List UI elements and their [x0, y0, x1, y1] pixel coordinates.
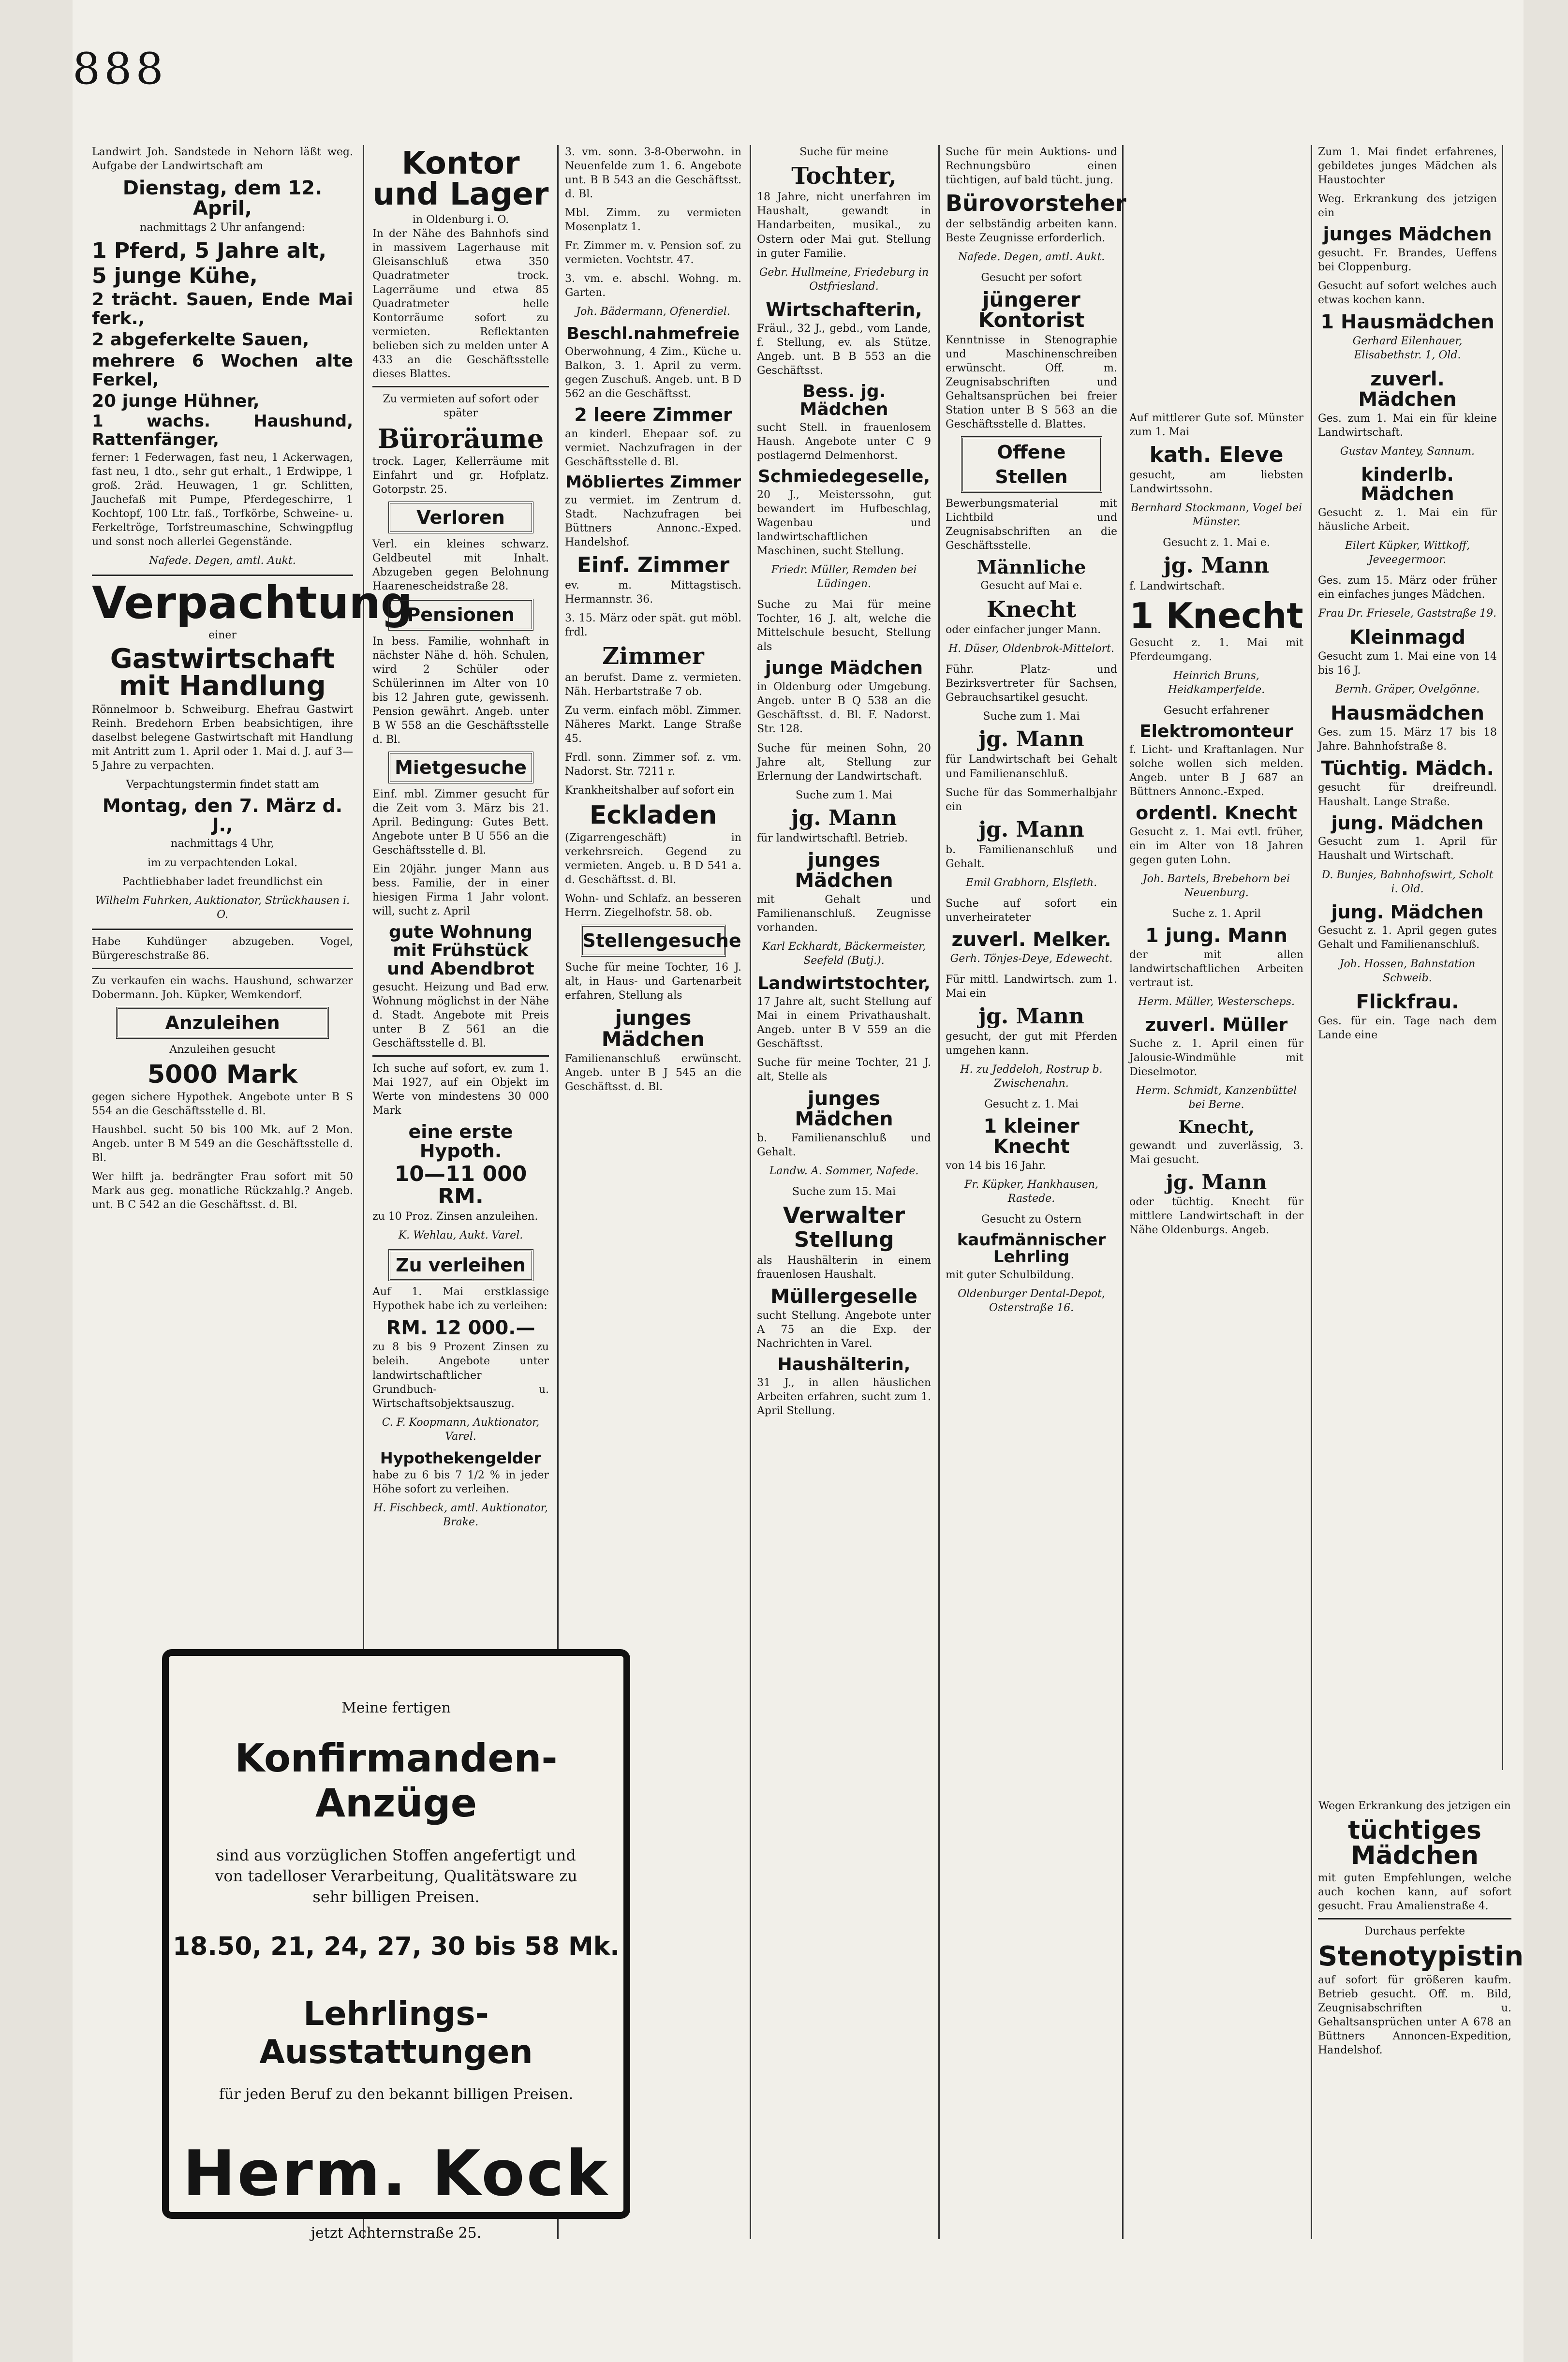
ad-title: Verwalter — [783, 1202, 905, 1229]
auction-item: 1 Pferd, 5 Jahre alt, — [92, 238, 327, 264]
ad-text: Suche für meinen Sohn, 20 Jahre alt, Stellung zur Erlernung der Landwirtschaft. — [757, 742, 931, 782]
ad-text: mit guten Empfehlungen, welche auch kochen kann, auf sofort gesucht. Frau Amalienstraße 4. — [1318, 1872, 1511, 1913]
ad-text: Krankheitshalber auf sofort ein — [565, 784, 734, 797]
ad-body-1: sind aus vorzüglichen Stoffen angefertigt und von tadelloser Verarbeitung, Qualitätsware zu sehr billigen Preisen. — [215, 1846, 577, 1906]
ad-text: Kenntnisse in Stenographie und Maschinenschreiben erwünscht. Off. m. Zeugnisabschriften und Gehaltsansprüchen bei freier Station unter B S 563 an die Geschäftsstelle d. Blattes. — [946, 334, 1117, 431]
gute-wohnung-title: gute Wohnung mit Frühstück und Abendbrot — [387, 922, 534, 979]
ad-text: Mbl. Zimm. zu vermieten Mosenplatz 1. — [565, 207, 741, 234]
lease-title-2: Gastwirtschaft mit Handlung — [110, 643, 335, 702]
lease-signature: Wilhelm Fuhrken, Auktionator, Strückhausen i. O. — [95, 894, 350, 921]
ad-text: sucht Stell. in frauenlosem Haush. Angebote unter C 9 postlagernd Delmenhorst. — [757, 422, 931, 462]
ad-title: Tüchtig. Mädch. — [1321, 757, 1494, 780]
ad-text: Zum 1. Mai findet erfahrenes, gebildetes junges Mädchen als Haustochter — [1318, 146, 1497, 187]
ad-signature: D. Bunjes, Bahnhofswirt, Scholt i. Old. — [1321, 869, 1494, 895]
hypothek-body: zu 10 Proz. Zinsen anzuleihen. — [372, 1211, 538, 1223]
ad-text: Suche zum 1. Mai — [983, 710, 1080, 723]
ad-text: Gesucht z. 1. Mai ein für häusliche Arbeit. — [1318, 507, 1497, 533]
ad-title: Stenotypistin — [1318, 1941, 1524, 1973]
ad-text: f. Landwirtschaft. — [1129, 580, 1225, 592]
ad-text: 18 Jahre, nicht unerfahren im Haushalt, gewandt in Handarbeiten, musikal., zu Ostern oder Mai gut. Stellung in guter Familie. — [757, 191, 931, 260]
ad-signature: Eilert Küpker, Wittkoff, Jeveegermoor. — [1345, 540, 1470, 566]
column-5 — [946, 145, 1126, 1322]
ad-text: Suche z. 1. April — [1172, 907, 1261, 920]
ad-text: Gesucht auf Mai e. — [980, 579, 1082, 592]
ad-text: Weg. Erkrankung des jetzigen ein — [1318, 193, 1497, 220]
ad-title: junge Mädchen — [765, 657, 923, 679]
ad-text: gesucht. Fr. Brandes, Ueffens bei Cloppenburg. — [1318, 247, 1497, 274]
ad-signature: Oldenburger Dental-Depot, Osterstraße 16. — [958, 1287, 1105, 1314]
ad-text: Ges. zum 15. März 17 bis 18 Jahre. Bahnhofstraße 8. — [1318, 726, 1497, 753]
section-verleihen: Zu verleihen — [388, 1249, 533, 1281]
lease-body: Rönnelmoor b. Schweiburg. Ehefrau Gastwirt Reinh. Bredehorn Erben beabsichtigen, ihre daselbst belegene Gastwirtschaft mit Handlung mit Antritt zum 1. April oder 1. Mai d. J. auf 3—5 Jahre zu verpachten. — [92, 703, 353, 772]
ad-title: Flickfrau. — [1356, 990, 1459, 1013]
ad-text: gesucht, der gut mit Pferden umgehen kann. — [946, 1031, 1117, 1057]
auction-intro: Landwirt Joh. Sandstede in Nehorn läßt weg. Aufgabe der Landwirtschaft am — [92, 146, 353, 173]
ad-text: Gesucht z. 1. Mai — [984, 1098, 1079, 1111]
lease-title: Verpachtung — [92, 577, 413, 629]
ad-title: 1 Knecht — [1129, 595, 1303, 636]
ad-signature: Karl Eckhardt, Bäckermeister, Seefeld (Butj.). — [762, 940, 926, 967]
bottom-right-block — [1318, 1799, 1524, 2062]
ad-title: kath. Eleve — [1149, 443, 1284, 468]
mietgesuche-body-2: Ein 20jähr. junger Mann aus bess. Familie, der in einer hiesigen Firma 1 Jahr volont. will, sucht z. April — [372, 863, 549, 918]
ad-text: Suche für meine Tochter, 21 J. alt, Stelle als — [757, 1056, 931, 1083]
ad-small: Haushbel. sucht 50 bis 100 Mk. auf 2 Mon. Angeb. unter B M 549 an die Geschäftsstelle d. Bl. — [92, 1123, 353, 1164]
ad-text: 3. vm. sonn. 3-8-Oberwohn. in Neuenfelde zum 1. 6. Angebote unt. B B 543 an die Geschäftsst. d. Bl. — [565, 146, 741, 201]
hypgeld-signature: H. Fischbeck, amtl. Auktionator, Brake. — [373, 1502, 548, 1529]
buero-intro: Zu vermieten auf sofort oder später — [383, 393, 539, 420]
ad-text: für Landwirtschaft bei Gehalt und Familienanschluß. — [946, 753, 1117, 780]
ad-text: Suche zum 15. Mai — [792, 1186, 896, 1198]
ad-text: 20 J., Meisterssohn, gut bewandert im Hufbeschlag, Wagenbau und landwirtschaftlichen Maschinen, sucht Stellung. — [757, 489, 931, 558]
ad-title: Bürovorsteher — [946, 190, 1126, 217]
auction-item: mehrere 6 Wochen alte Ferkel, — [92, 351, 353, 390]
ad-text: Gesucht zu Ostern — [981, 1213, 1081, 1226]
ad-title-1: Konfirmanden-Anzüge — [235, 1736, 558, 1826]
column-7 — [1318, 145, 1497, 1047]
ad-title: zuverl. Müller — [1145, 1014, 1288, 1035]
verleihen-body: Auf 1. Mai erstklassige Hypothek habe ich zu verleihen: — [372, 1286, 549, 1313]
ad-text: mit guter Schulbildung. — [946, 1269, 1074, 1281]
ad-text: Gesucht auf sofort welches auch etwas kochen kann. — [1318, 280, 1497, 307]
hypothek-title: eine erste Hypoth. — [408, 1121, 513, 1162]
column-rule — [750, 145, 751, 2239]
ad-signature: Herm. Müller, Westerscheps. — [1138, 995, 1295, 1008]
ad-address: jetzt Achternstraße 25. — [311, 2224, 482, 2242]
ad-signature: Bernhard Stockmann, Vogel bei Münster. — [1130, 502, 1302, 529]
auction-item: 2 abgeferkelte Sauen, — [92, 330, 310, 350]
hypothek-intro: Ich suche auf sofort, ev. zum 1. Mai 1927, auf ein Objekt im Werte von mindestens 30 000 Mark — [372, 1062, 549, 1117]
konfirmanden-ad — [162, 1649, 630, 2242]
ad-text: als Haushälterin in einem frauenlosen Haushalt. — [757, 1254, 931, 1281]
ad-text: Wohn- und Schlafz. an besseren Herrn. Ziegelhofstr. 58. ob. — [565, 892, 741, 919]
auction-date: Dienstag, dem 12. April, — [122, 177, 323, 220]
ad-title: Zimmer — [602, 643, 704, 670]
ad-title: Bess. jg. Mädchen — [799, 381, 888, 420]
pensionen-body: In bess. Familie, wohnhaft in nächster Nähe d. höh. Schulen, wird 2 Schüler oder Schülerinnen im Alter von 10 bis 12 Jahren gute, gewissenh. Pension gewährt. Angeb. unter B W 558 an die Geschäftsstelle d. Bl. — [372, 635, 549, 746]
ad-title: jg. Mann — [978, 727, 1084, 752]
ad-kuhduenger: Habe Kuhdünger abzugeben. Vogel, Bürgereschstraße 86. — [92, 935, 353, 962]
divider — [92, 929, 353, 930]
ad-signature: Bernh. Gräper, Ovelgönne. — [1335, 683, 1480, 696]
ad-text: Führ. Platz- und Bezirksvertreter für Sachsen, Gebrauchsartikel gesucht. — [946, 664, 1117, 704]
ad-text: Gesucht zum 1. April für Haushalt und Wirtschaft. — [1318, 836, 1497, 862]
ad-text: gesucht für dreifreundl. Haushalt. Lange Straße. — [1318, 782, 1497, 808]
column-4 — [757, 145, 931, 1423]
ad-text: an kinderl. Ehepaar sof. zu vermiet. Nachzufragen in der Geschäftsstelle d. Bl. — [565, 428, 741, 469]
buero-title: Büroräume — [377, 423, 544, 455]
divider — [372, 1055, 549, 1057]
ad-title-2: Lehrlings-Ausstattungen — [259, 1994, 533, 2071]
divider — [1318, 1918, 1511, 1919]
newspaper-page — [73, 0, 1524, 2362]
ad-text: 3. vm. e. abschl. Wohng. m. Garten. — [565, 273, 741, 299]
ad-text: Suche auf sofort ein unverheirateter — [946, 897, 1117, 924]
ad-title: junges Mädchen — [795, 1087, 893, 1130]
ad-title: kinderlb. Mädchen — [1361, 464, 1454, 505]
hypothek-amount: 10—11 000 RM. — [394, 1161, 527, 1209]
ad-title: jg. Mann — [978, 817, 1084, 842]
ad-title: Knecht — [986, 596, 1077, 622]
ad-title: Stellung — [794, 1227, 894, 1253]
ad-text: Suche für mein Auktions- und Rechnungsbüro einen tüchtigen, auf bald tücht. jung. — [946, 146, 1117, 187]
anzuleihen-rest: gegen sichere Hypothek. Angebote unter B S 554 an die Geschäftsstelle d. Bl. — [92, 1091, 353, 1117]
column-2 — [372, 145, 549, 1536]
ad-title: jg. Mann — [978, 1004, 1084, 1029]
ad-haushund: Zu verkaufen ein wachs. Haushund, schwarzer Dobermann. Joh. Küpker, Wemkendorf. — [92, 974, 353, 1001]
kontor-title: Kontor und Lager — [372, 146, 549, 212]
ad-text: Suche z. 1. April einen für Jalousie-Windmühle mit Dieselmotor. — [1129, 1037, 1303, 1078]
ad-title: Kleinmagd — [1349, 626, 1465, 649]
verloren-body: Verl. ein kleines schwarz. Geldbeutel mit Inhalt. Abzugeben gegen Belohnung Haarenescheidstraße 28. — [372, 538, 549, 593]
ad-signature: Frau Dr. Friesele, Gaststraße 19. — [1318, 607, 1497, 620]
ad-body-2: für jeden Beruf zu den bekannt billigen Preisen. — [219, 2085, 574, 2103]
ad-text: Durchaus perfekte — [1364, 1925, 1465, 1938]
ad-title: jung. Mädchen — [1331, 901, 1484, 923]
ad-text: mit Gehalt und Familienanschluß. Zeugnisse vorhanden. — [757, 893, 931, 934]
ad-signature: H. Düser, Oldenbrok-Mittelort. — [948, 643, 1114, 655]
lease-time: nachmittags 4 Uhr, — [171, 838, 274, 850]
hypgeld-body: habe zu 6 bis 7 1/2 % in jeder Höhe sofort zu verleihen. — [372, 1469, 549, 1496]
ad-signature: Nafede. Degen, amtl. Aukt. — [958, 251, 1105, 264]
column-6 — [1129, 411, 1303, 1242]
ad-text: Zu verm. einfach möbl. Zimmer. Näheres Markt. Lange Straße 45. — [565, 704, 741, 745]
ad-text: Suche zum 1. Mai — [795, 789, 893, 801]
ad-text: Gesucht z. 1. Mai mit Pferdeumgang. — [1129, 636, 1303, 663]
ad-title: Knecht, — [1178, 1117, 1255, 1137]
ad-title: Einf. Zimmer — [577, 552, 730, 577]
ad-text: oder tüchtig. Knecht für mittlere Landwirtschaft in der Nähe Oldenburgs. Angeb. — [1129, 1196, 1303, 1236]
ad-prices: 18.50, 21, 24, 27, 30 bis 58 Mk. — [172, 1932, 620, 1961]
ad-text: gesucht, am liebsten Landwirtssohn. — [1129, 469, 1303, 496]
ad-signature: Joh. Bartels, Brebehorn bei Neuenburg. — [1142, 872, 1290, 899]
ad-title: jung. Mädchen — [1331, 812, 1484, 834]
column-3 — [565, 145, 741, 1099]
ad-title: Eckladen — [589, 800, 717, 830]
ad-signature: Gerhard Eilenhauer, Elisabethstr. 1, Old. — [1352, 335, 1463, 362]
divider — [372, 386, 549, 387]
ad-brand: Herm. Kock — [182, 2136, 610, 2210]
ad-text: gewandt und zuverlässig, 3. Mai gesucht. — [1129, 1139, 1303, 1166]
gute-wohnung-body: gesucht. Heizung und Bad erw. Wohnung möglichst in der Nähe d. Stadt. Angebote mit Preis unter B Z 561 an die Geschäftsstelle d. Bl. — [372, 981, 549, 1049]
ad-text: von 14 bis 16 Jahr. — [946, 1160, 1046, 1172]
ad-signature: Gustav Mantey, Sannum. — [1340, 445, 1475, 458]
mietgesuche-body: Einf. mbl. Zimmer gesucht für die Zeit vom 3. März bis 21. April. Bedingung: Gutes Bett. Angebote unter B U 556 an die Geschäftsstelle d. Bl. — [372, 788, 549, 857]
ad-title: Beschl.nahmefreie — [566, 324, 740, 344]
ad-text: b. Familienanschluß und Gehalt. — [946, 843, 1117, 870]
ad-title: ordentl. Knecht — [1136, 802, 1297, 824]
lease-sub: einer — [208, 629, 237, 642]
hypgeld-title: Hypothekengelder — [380, 1448, 542, 1467]
ad-text: Suche für das Sommerhalbjahr ein — [946, 786, 1117, 813]
ad-title: tüchtiges Mädchen — [1348, 1816, 1481, 1871]
lease-place: im zu verpachtenden Lokal. — [148, 856, 297, 869]
section-pensionen: Pensionen — [388, 599, 533, 631]
ad-text: oder einfacher junger Mann. — [946, 624, 1101, 636]
ad-text: Gesucht zum 1. Mai eine von 14 bis 16 J. — [1318, 650, 1497, 677]
ad-title: junges Mädchen — [1323, 223, 1492, 245]
verleihen-signature: C. F. Koopmann, Auktionator, Varel. — [382, 1416, 540, 1443]
ad-text: (Zigarrengeschäft) in verkehrsreich. Gegend zu vermieten. Angeb. u. B D 541 a. d. Geschäftsst. d. Bl. — [565, 831, 741, 886]
ad-text: Familienanschluß erwünscht. Angeb. unter B J 545 an die Geschäftsst. d. Bl. — [565, 1053, 741, 1093]
divider — [92, 575, 353, 576]
ad-signature: Fr. Küpker, Hankhausen, Rastede. — [964, 1179, 1098, 1205]
ad-title: jg. Mann — [791, 805, 897, 830]
ad-signature: Gebr. Hullmeine, Friedeburg in Ostfriesland. — [759, 266, 929, 293]
ad-text: Suche für meine Tochter, 16 J. alt, in Haus- und Gartenarbeit erfahren, Stellung als — [565, 961, 741, 1002]
ad-title: junges Mädchen — [601, 1005, 705, 1051]
column-rule — [1122, 145, 1124, 2239]
anzuleihen-body: Anzuleihen gesucht — [169, 1043, 276, 1056]
auction-item: 1 wachs. Haushund, Rattenfänger, — [92, 412, 353, 449]
ad-title: 1 jung. Mann — [1145, 924, 1287, 947]
ad-text: Gesucht z. 1. Mai e. — [1163, 537, 1270, 549]
ad-title: Landwirtstochter, — [757, 974, 931, 993]
ad-text: f. Licht- und Kraftanlagen. Nur solche wollen sich melden. Angeb. unter B J 687 an Büttners Annonc.-Exped. — [1129, 743, 1303, 798]
ad-title: jg. Mann — [1166, 1170, 1267, 1194]
page-number: 888 — [73, 44, 167, 94]
ad-text: Gesucht per sofort — [981, 272, 1082, 284]
ad-title: kaufmännischer Lehrling — [957, 1230, 1106, 1267]
ad-text: Fräul., 32 J., gebd., vom Lande, f. Stellung, ev. als Stütze. Angeb. unt. B B 553 an die Geschäftsst. — [757, 322, 931, 377]
ad-text: Gesucht z. 1. April gegen gutes Gehalt und Familienanschluß. — [1318, 925, 1497, 951]
auction-item: 5 junge Kühe, — [92, 264, 258, 289]
ad-title: Haushälterin, — [777, 1354, 911, 1374]
ad-pre: Meine fertigen — [341, 1699, 451, 1716]
auction-signature: Nafede. Degen, amtl. Aukt. — [149, 555, 296, 567]
column-rule — [938, 145, 940, 2239]
lease-invite: Pachtliebhaber ladet freundlichst ein — [122, 875, 323, 888]
lease-date: Montag, den 7. März d. J., — [102, 795, 343, 836]
ad-title: Wirtschafterin, — [766, 298, 922, 320]
kontor-sub: in Oldenburg i. O. — [412, 214, 509, 226]
ad-title: Möbliertes Zimmer — [565, 472, 741, 492]
ad-signature: Heinrich Bruns, Heidkamperfelde. — [1168, 669, 1265, 696]
ad-text: der selbständig arbeiten kann. Beste Zeugnisse erforderlich. — [946, 218, 1117, 245]
ad-signature: Gerh. Tönjes-Deye, Edewecht. — [950, 952, 1113, 965]
ad-title: jüngerer Kontorist — [978, 288, 1085, 332]
ad-title: 1 Hausmädchen — [1320, 311, 1494, 334]
ad-text: Suche zu Mai für meine Tochter, 16 J. alt, welche die Mittelschule besucht, Stellung als — [757, 599, 931, 653]
ad-text: Ges. für ein. Tage nach dem Lande eine — [1318, 1015, 1497, 1041]
ad-text: Gesucht z. 1. Mai evtl. früher, ein im Alter von 18 Jahren gegen guten Lohn. — [1129, 826, 1303, 866]
ad-text: Frdl. sonn. Zimmer sof. z. vm. Nadorst. Str. 7211 r. — [565, 751, 741, 778]
ad-text: der mit allen landwirtschaftlichen Arbeiten vertraut ist. — [1129, 948, 1303, 989]
ad-text: Für mittl. Landwirtsch. zum 1. Mai ein — [946, 973, 1117, 1000]
ad-text: zu vermiet. im Zentrum d. Stadt. Nachzufragen bei Büttners Annonc.-Exped. Handelshof. — [565, 494, 741, 548]
ad-signature: Emil Grabhorn, Elsfleth. — [965, 876, 1097, 889]
ad-title: junges Mädchen — [795, 849, 893, 892]
ad-text: 3. 15. März oder spät. gut möbl. frdl. — [565, 612, 741, 639]
auction-body: ferner: 1 Federwagen, fast neu, 1 Ackerwagen, fast neu, 1 dto., sehr gut erhalt., 1 Erdwippe, 1 groß. 2räd. Heuwagen, 1 gr. Schlitten, Jauchefaß mit Pumpe, Pferdegeschirre, 1 Kochtopf, 100 Ltr. faß., Torfkörbe, Schweine- u. Ferkeltröge, Torfstreumaschine, Schwingpflug und sonst noch allerlei Gegenstände. — [92, 452, 353, 548]
lease-term: Verpachtungstermin findet statt am — [126, 778, 319, 791]
ad-text: Suche für meine — [799, 146, 888, 158]
ad-text: sucht Stellung. Angebote unter A 75 an die Exp. der Nachrichten in Varel. — [757, 1309, 931, 1350]
ad-title: zuverl. Mädchen — [1358, 368, 1457, 411]
ad-text: auf sofort für größeren kaufm. Betrieb gesucht. Off. m. Bild, Zeugnisabschriften u. Gehaltsansprüchen unter A 678 an Büttners Annoncen-Expedition, Handelshof. — [1318, 1974, 1511, 2057]
ad-text: Oberwohnung, 4 Zim., Küche u. Balkon, 3. 1. April zu verm. gegen Zuschuß. Angeb. unt. B D 562 an die Geschäftsst. — [565, 346, 741, 400]
ad-text: b. Familienanschluß und Gehalt. — [757, 1132, 931, 1159]
ad-text: ev. m. Mittagstisch. Hermannstr. 36. — [565, 579, 741, 606]
column-1 — [92, 145, 413, 1217]
ad-text: Wegen Erkrankung des jetzigen ein — [1318, 1800, 1511, 1812]
ad-text: Bewerbungsmaterial mit Lichtbild und Zeugnisabschriften an die Geschäftsstelle. — [946, 497, 1117, 552]
section-anzuleihen: Anzuleihen — [116, 1007, 329, 1039]
auction-time: nachmittags 2 Uhr anfangend: — [140, 221, 305, 234]
section-maennliche: Männliche — [976, 556, 1086, 578]
anzuleihen-amount: 5000 Mark — [148, 1060, 297, 1089]
ad-signature: Landw. A. Sommer, Nafede. — [769, 1165, 919, 1178]
ad-title: Schmiedegeselle, — [757, 467, 931, 487]
ad-small: Wer hilft ja. bedrängter Frau sofort mit 50 Mark aus geg. monatliche Rückzahlg.? Angeb. unt. B C 542 an die Geschäftsst. d. Bl. — [92, 1170, 353, 1211]
ad-title: Hausmädchen — [1331, 702, 1484, 725]
column-rule — [1502, 145, 1503, 1770]
ad-text: für landwirtschaftl. Betrieb. — [757, 832, 908, 844]
kontor-body: In der Nähe des Bahnhofs sind in massivem Lagerhause mit Gleisanschluß etwa 350 Quadratmeter trock. Lagerräume und etwa 85 Quadratmeter helle Kontorräume sofort zu vermieten. Reflektanten belieben sich zu melden unter A 433 an die Geschäftsstelle dieses Blattes. — [372, 228, 549, 381]
auction-item: 20 junge Hühner, — [92, 391, 260, 411]
ad-text: an berufst. Dame z. vermieten. Näh. Herbartstraße 7 ob. — [565, 671, 741, 698]
ad-text: Fr. Zimmer m. v. Pension sof. zu vermieten. Vochtstr. 47. — [565, 240, 741, 266]
ad-text: Auf mittlerer Gute sof. Münster zum 1. Mai — [1129, 412, 1303, 439]
ad-signature: Herm. Schmidt, Kanzenbüttel bei Berne. — [1136, 1084, 1297, 1111]
auction-item: 2 trächt. Sauen, Ende Mai ferk., — [92, 289, 353, 329]
ad-title: Elektromonteur — [1139, 721, 1293, 741]
ad-text: in Oldenburg oder Umgebung. Angeb. unter B Q 538 an die Geschäftsst. d. Bl. F. Nadorst. Str. 128. — [757, 681, 931, 736]
ad-text: 31 J., in allen häuslichen Arbeiten erfahren, sucht zum 1. April Stellung. — [757, 1376, 931, 1417]
section-offene-stellen: Offene Stellen — [961, 436, 1102, 492]
ad-title: 2 leere Zimmer — [574, 404, 732, 426]
ad-title: Müllergeselle — [770, 1285, 917, 1308]
hypothek-signature: K. Wehlau, Aukt. Varel. — [398, 1229, 523, 1242]
ad-text: 17 Jahre alt, sucht Stellung auf Mai in einem Privathaushalt. Angeb. unter B V 559 an die Geschäftsst. — [757, 995, 931, 1050]
ad-text: Gesucht erfahrener — [1163, 704, 1270, 717]
ad-title: 1 kleiner Knecht — [983, 1115, 1080, 1158]
section-verloren: Verloren — [388, 502, 533, 533]
buero-body: trock. Lager, Kellerräume mit Einfahrt und gr. Hofplatz. Gotorpstr. 25. — [372, 456, 549, 496]
ad-signature: Joh. Bädermann, Ofenerdiel. — [576, 306, 730, 318]
ad-text: Ges. zum 1. Mai ein für kleine Landwirtschaft. — [1318, 413, 1497, 439]
verleihen-amount: RM. 12 000.— — [386, 1317, 535, 1340]
ad-title: Tochter, — [791, 162, 897, 190]
divider — [92, 968, 353, 969]
section-mietgesuche: Mietgesuche — [388, 752, 533, 783]
ad-title: jg. Mann — [1163, 553, 1270, 578]
ad-text: Ges. zum 15. März oder früher ein einfaches junges Mädchen. — [1318, 575, 1497, 601]
ad-signature: H. zu Jeddeloh, Rostrup b. Zwischenahn. — [960, 1063, 1103, 1090]
ad-signature: Friedr. Müller, Remden bei Lüdingen. — [771, 564, 917, 590]
section-stellengesuche: Stellengesuche — [581, 925, 726, 957]
ad-title: zuverl. Melker. — [951, 928, 1111, 951]
verleihen-rest: zu 8 bis 9 Prozent Zinsen zu beleih. Angebote unter landwirtschaftlicher Grundbuch- u. Wirtschaftsobjektsauszug. — [372, 1341, 549, 1410]
column-rule — [1311, 145, 1312, 2239]
ad-signature: Joh. Hossen, Bahnstation Schweib. — [1339, 958, 1476, 984]
